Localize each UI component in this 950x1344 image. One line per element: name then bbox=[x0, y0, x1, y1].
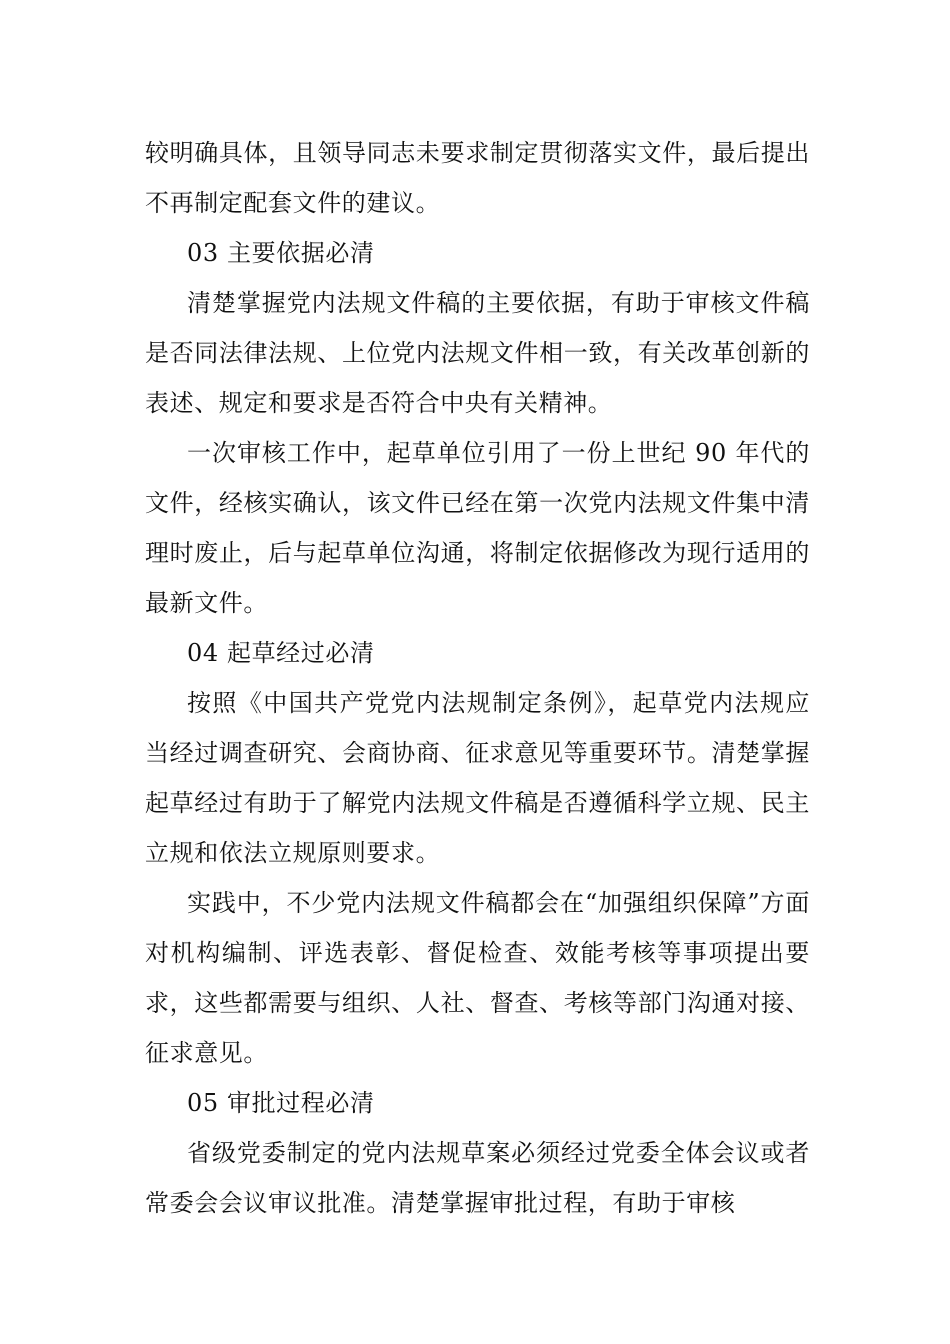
paragraph-practice: 实践中，不少党内法规文件稿都会在“加强组织保障”方面对机构编制、评选表彰、督促检查、效能考核等事项提出要求，这些都需要与组织、人社、督查、考核等部门沟通对接、征求意见。 bbox=[145, 889, 810, 1067]
paragraph-drafting-regulation: 按照《中国共产党党内法规制定条例》，起草党内法规应当经过调查研究、会商协商、征求意见等重要环节。清楚掌握起草经过有助于了解党内法规文件稿是否遵循科学立规、民主立规和依法立规原则要求。 bbox=[145, 689, 810, 867]
section-heading-04: 04 起草经过必清 bbox=[187, 639, 375, 667]
paragraph-continuation: 较明确具体，且领导同志未要求制定贯彻落实文件，最后提出不再制定配套文件的建议。 bbox=[145, 139, 810, 217]
paragraph-main-basis: 清楚掌握党内法规文件稿的主要依据，有助于审核文件稿是否同法律法规、上位党内法规文件相一致，有关改革创新的表述、规定和要求是否符合中央有关精神。 bbox=[145, 289, 810, 417]
document-body bbox=[145, 128, 810, 1228]
paragraph-review-example: 一次审核工作中，起草单位引用了一份上世纪 90 年代的文件，经核实确认，该文件已经在第一次党内法规文件集中清理时废止，后与起草单位沟通，将制定依据修改为现行适用的最新文件。 bbox=[145, 439, 810, 617]
section-heading-05: 05 审批过程必清 bbox=[187, 1089, 375, 1117]
section-heading-03: 03 主要依据必清 bbox=[187, 239, 375, 267]
paragraph-approval-process: 省级党委制定的党内法规草案必须经过党委全体会议或者常委会会议审议批准。清楚掌握审批过程，有助于审核 bbox=[145, 1139, 810, 1217]
